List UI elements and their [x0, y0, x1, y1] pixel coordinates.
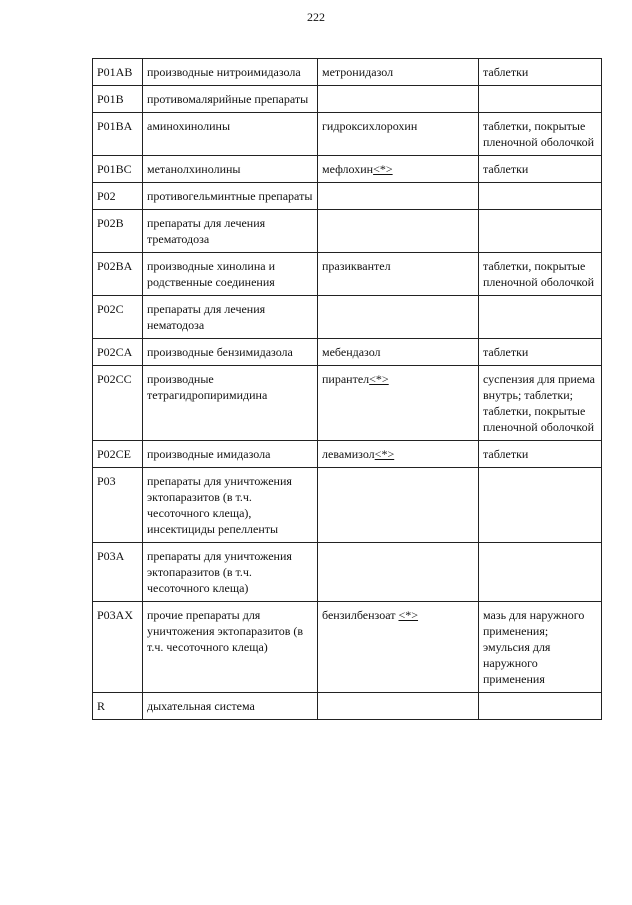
table-body	[93, 59, 602, 720]
atc-code-cell: P02CA	[93, 339, 143, 366]
atc-code-cell: P02CC	[93, 366, 143, 441]
drug-name: бензилбензоат	[322, 608, 399, 622]
drug-name-cell	[318, 59, 479, 86]
dosage-form-cell	[479, 468, 602, 543]
drug-group-cell: производные нитроимидазола	[143, 59, 318, 86]
atc-code-cell: P01AB	[93, 59, 143, 86]
drug-name-cell	[318, 156, 479, 183]
table-row	[93, 441, 602, 468]
drug-group-cell: производные бензимидазола	[143, 339, 318, 366]
drug-name: левамизол	[322, 447, 375, 461]
dosage-form-cell: мазь для наружного применения; эмульсия для наружного применения	[479, 602, 602, 693]
drug-name-cell	[318, 602, 479, 693]
drug-group-cell: препараты для лечения нематодоза	[143, 296, 318, 339]
dosage-form-cell	[479, 693, 602, 720]
drug-name-cell	[318, 253, 479, 296]
atc-code-cell: P03AX	[93, 602, 143, 693]
footnote-marker-link[interactable]: <*>	[373, 162, 393, 176]
drug-name-cell	[318, 366, 479, 441]
drug-name-cell	[318, 543, 479, 602]
atc-code-cell: P03	[93, 468, 143, 543]
drug-name-cell	[318, 113, 479, 156]
table-row	[93, 113, 602, 156]
drug-group-cell: производные тетрагидропиримидина	[143, 366, 318, 441]
dosage-form-cell: суспензия для приема внутрь; таблетки; таблетки, покрытые пленочной оболочкой	[479, 366, 602, 441]
table-row	[93, 468, 602, 543]
dosage-form-cell	[479, 296, 602, 339]
atc-code-cell: P02B	[93, 210, 143, 253]
drug-name: пирантел	[322, 372, 370, 386]
table-row	[93, 543, 602, 602]
drug-group-cell: препараты для лечения трематодоза	[143, 210, 318, 253]
drug-name: празиквантел	[322, 259, 391, 273]
table-row	[93, 602, 602, 693]
drug-group-cell: дыхательная система	[143, 693, 318, 720]
footnote-marker-link[interactable]: <*>	[369, 372, 389, 386]
table-row	[93, 183, 602, 210]
drug-group-cell: противогельминтные препараты	[143, 183, 318, 210]
dosage-form-cell: таблетки	[479, 59, 602, 86]
atc-code-cell: R	[93, 693, 143, 720]
drug-group-cell: прочие препараты для уничтожения эктопаразитов (в т.ч. чесоточного клеща)	[143, 602, 318, 693]
atc-code-cell: P02	[93, 183, 143, 210]
table-row	[93, 86, 602, 113]
table-row	[93, 296, 602, 339]
page-number: 222	[307, 10, 325, 24]
drug-name-cell	[318, 210, 479, 253]
footnote-marker-link[interactable]: <*>	[374, 447, 395, 461]
atc-code-cell: P03A	[93, 543, 143, 602]
table-row	[93, 210, 602, 253]
dosage-form-cell	[479, 543, 602, 602]
drug-name-cell	[318, 468, 479, 543]
drug-group-cell: аминохинолины	[143, 113, 318, 156]
drug-group-cell: противомалярийные препараты	[143, 86, 318, 113]
drug-name: гидроксихлорохин	[322, 119, 418, 133]
drug-classification-table	[92, 58, 602, 720]
dosage-form-cell	[479, 183, 602, 210]
drug-group-cell: метанолхинолины	[143, 156, 318, 183]
dosage-form-cell: таблетки, покрытые пленочной оболочкой	[479, 113, 602, 156]
atc-code-cell: P01B	[93, 86, 143, 113]
drug-name-cell	[318, 693, 479, 720]
table-row	[93, 339, 602, 366]
table-row	[93, 366, 602, 441]
table-row	[93, 253, 602, 296]
drug-name: мефлохин	[322, 162, 374, 176]
dosage-form-cell	[479, 86, 602, 113]
drug-name: мебендазол	[322, 345, 381, 359]
drug-group-cell: препараты для уничтожения эктопаразитов (в т.ч. чесоточного клеща), инсектициды репелленты	[143, 468, 318, 543]
table-row	[93, 156, 602, 183]
atc-code-cell: P02CE	[93, 441, 143, 468]
atc-code-cell: P02C	[93, 296, 143, 339]
drug-name-cell	[318, 296, 479, 339]
dosage-form-cell: таблетки	[479, 339, 602, 366]
dosage-form-cell: таблетки, покрытые пленочной оболочкой	[479, 253, 602, 296]
table-row	[93, 693, 602, 720]
atc-code-cell: P01BA	[93, 113, 143, 156]
dosage-form-cell: таблетки	[479, 441, 602, 468]
drug-name-cell	[318, 339, 479, 366]
drug-name-cell	[318, 86, 479, 113]
drug-group-cell: производные имидазола	[143, 441, 318, 468]
drug-name-cell	[318, 183, 479, 210]
atc-code-cell: P01BC	[93, 156, 143, 183]
dosage-form-cell	[479, 210, 602, 253]
drug-name: метронидазол	[322, 65, 394, 79]
dosage-form-cell: таблетки	[479, 156, 602, 183]
table-row	[93, 59, 602, 86]
drug-group-cell: производные хинолина и родственные соединения	[143, 253, 318, 296]
atc-code-cell: P02BA	[93, 253, 143, 296]
drug-group-cell: препараты для уничтожения эктопаразитов (в т.ч. чесоточного клеща)	[143, 543, 318, 602]
drug-name-cell	[318, 441, 479, 468]
footnote-marker-link[interactable]: <*>	[398, 608, 419, 622]
